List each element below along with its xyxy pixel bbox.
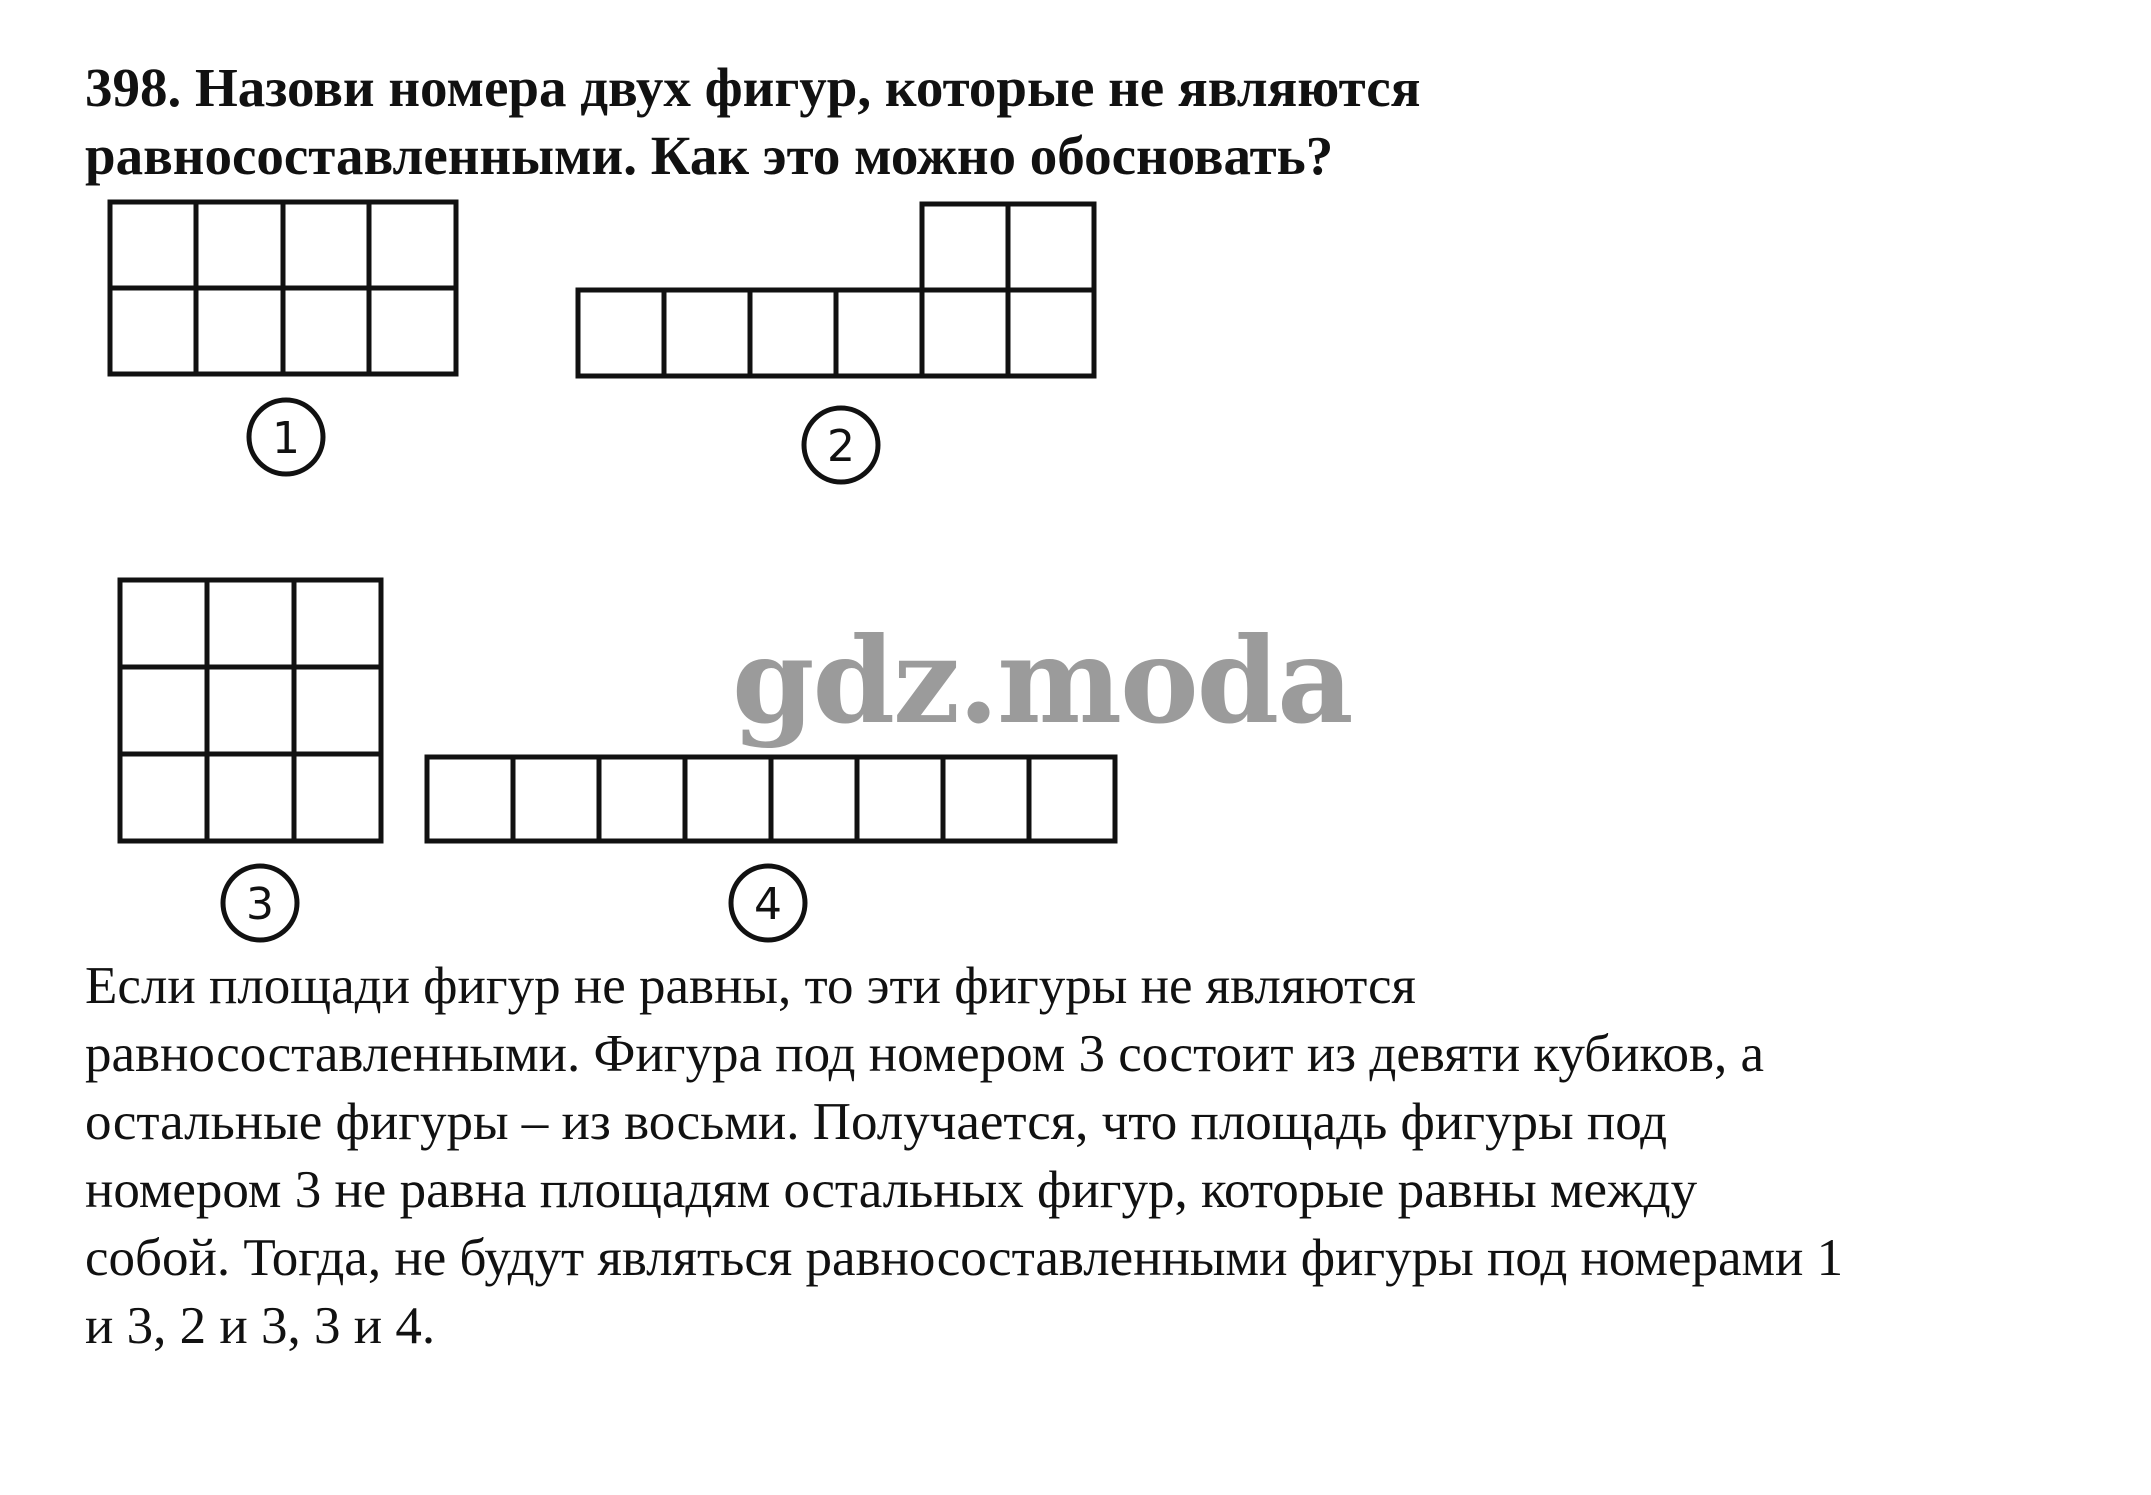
figure-3-number: 3 xyxy=(246,879,274,930)
answer-line-5: собой. Тогда, не будут являться равносоставленными фигуры под номерами 1 xyxy=(85,1229,1844,1287)
figure-1 xyxy=(110,202,456,374)
figure-1-number: 1 xyxy=(272,413,300,464)
problem-line-2: равносоставленными. Как это можно обосновать? xyxy=(85,125,1334,186)
figure-2 xyxy=(578,204,1094,376)
answer-line-4: номером 3 не равна площадям остальных фигур, которые равны между xyxy=(85,1161,1698,1219)
problem-line-1: 398. Назови номера двух фигур, которые не являются xyxy=(85,57,1421,118)
answer-line-6: и 3, 2 и 3, 3 и 4. xyxy=(85,1297,436,1355)
answer-line-1: Если площади фигур не равны, то эти фигуры не являются xyxy=(85,957,1416,1015)
figure-4-number: 4 xyxy=(754,879,782,930)
answer-text xyxy=(85,952,2105,1360)
watermark-text: gdz.moda xyxy=(732,611,1352,750)
answer-line-2: равносоставленными. Фигура под номером 3 состоит из девяти кубиков, а xyxy=(85,1025,1765,1083)
answer-line-3: остальные фигуры – из восьми. Получается, что площадь фигуры под xyxy=(85,1093,1668,1151)
figure-3 xyxy=(120,580,381,841)
figure-2-label xyxy=(804,408,878,482)
figure-2-number: 2 xyxy=(827,421,855,472)
figure-3-label xyxy=(223,866,297,940)
figure-4-label xyxy=(731,866,805,940)
figure-4 xyxy=(427,757,1115,841)
figure-1-label xyxy=(249,400,323,474)
